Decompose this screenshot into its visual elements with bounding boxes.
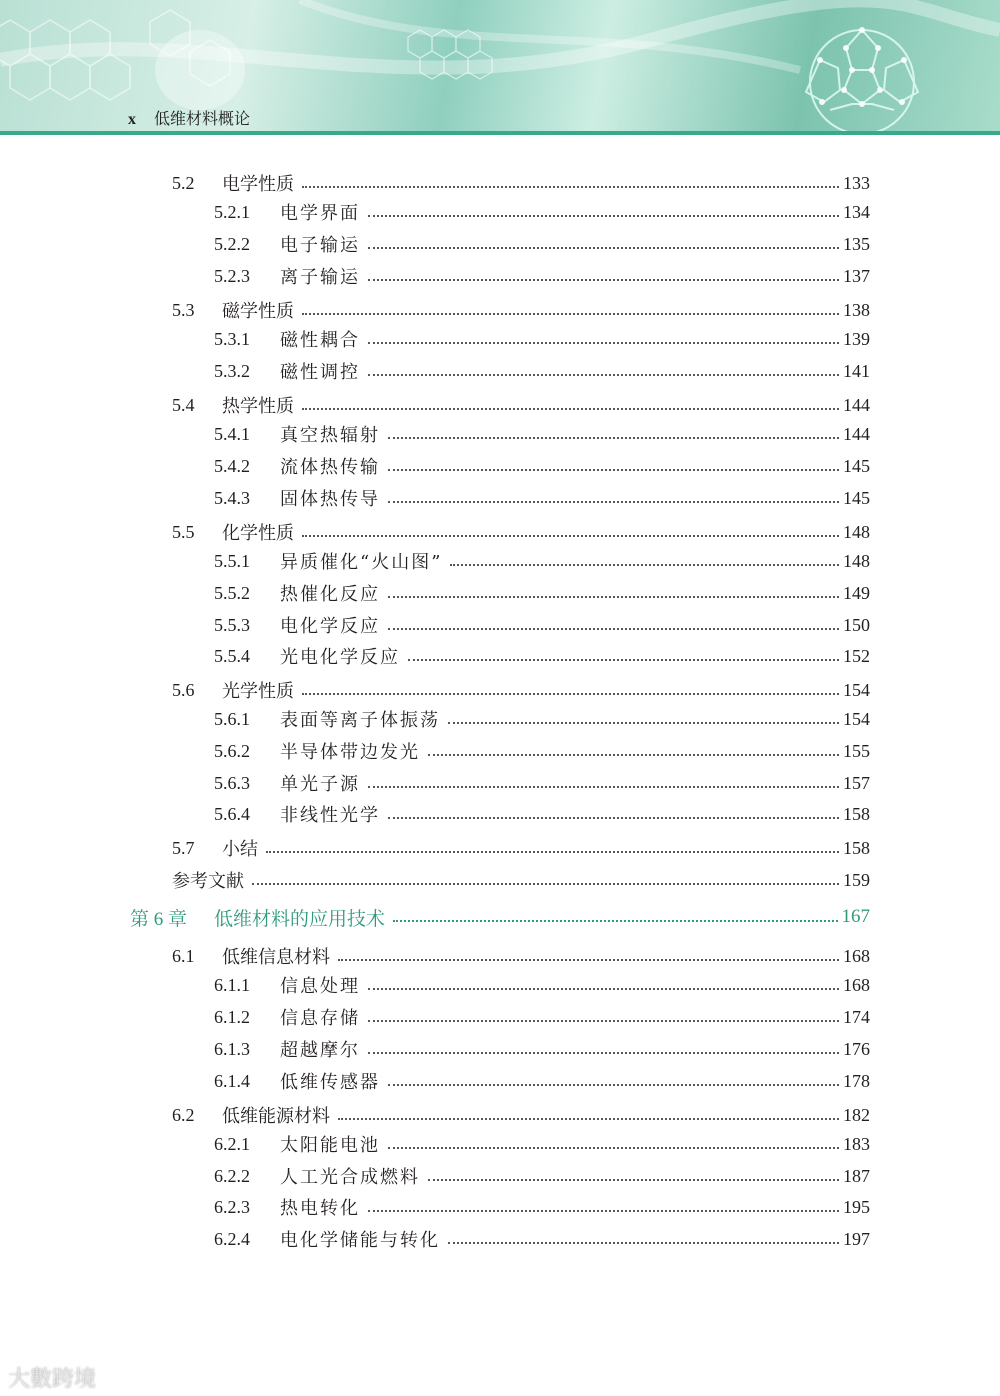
toc-page-number: 187 <box>843 1165 870 1186</box>
toc-page-number: 155 <box>843 740 870 761</box>
toc-section-row[interactable] <box>172 677 870 703</box>
toc-title: 化学性质 <box>222 523 294 544</box>
toc-page-number: 150 <box>843 614 870 635</box>
header-banner <box>0 0 1000 135</box>
toc-page-number: 137 <box>843 265 870 286</box>
toc-page-number: 138 <box>843 299 870 320</box>
toc-title: 电学界面 <box>280 203 360 224</box>
toc-subsection-row[interactable] <box>214 548 870 574</box>
toc-number: 5.6 <box>172 679 195 700</box>
toc-title: 磁学性质 <box>222 301 294 322</box>
toc-page-number: 144 <box>843 394 870 415</box>
toc-page-number: 139 <box>843 328 870 349</box>
dot-leader <box>408 659 839 661</box>
toc-page-number: 133 <box>843 172 870 193</box>
dot-leader <box>368 374 839 376</box>
toc-number: 5.2 <box>172 172 195 193</box>
dot-leader <box>428 754 839 756</box>
toc-title: 电学性质 <box>222 174 294 195</box>
toc-page-number: 167 <box>841 906 870 927</box>
toc-subsection-row[interactable] <box>214 1131 870 1157</box>
toc-number: 5.4.2 <box>214 455 250 476</box>
toc-subsection-row[interactable] <box>214 1194 870 1220</box>
toc-subsection-row[interactable] <box>214 421 870 447</box>
toc-page-number: 197 <box>843 1228 870 1249</box>
toc-subsection-row[interactable] <box>214 453 870 479</box>
toc-page-number: 158 <box>843 803 870 824</box>
toc-section-row[interactable] <box>172 835 870 861</box>
dot-leader <box>388 437 839 439</box>
toc-page-number: 144 <box>843 423 870 444</box>
toc-title: 超越摩尔 <box>280 1040 360 1061</box>
toc-number: 5.5.2 <box>214 582 250 603</box>
toc-number: 5.5.3 <box>214 614 250 635</box>
dot-leader <box>368 1020 839 1022</box>
toc-section-row[interactable] <box>172 170 870 196</box>
toc-page-number: 145 <box>843 455 870 476</box>
toc-title: 非线性光学 <box>280 805 380 826</box>
toc-title: 流体热传输 <box>280 457 380 478</box>
toc-page-number: 145 <box>843 487 870 508</box>
toc-page-number: 148 <box>843 521 870 542</box>
toc-number: 5.4.1 <box>214 423 250 444</box>
toc-section-row[interactable] <box>172 943 870 969</box>
toc-title: 低维传感器 <box>280 1072 380 1093</box>
toc-subsection-row[interactable] <box>214 1004 870 1030</box>
toc-subsection-row[interactable] <box>214 580 870 606</box>
toc-subsection-row[interactable] <box>214 1068 870 1094</box>
toc-page-number: 149 <box>843 582 870 603</box>
page-numeral: x <box>128 111 136 128</box>
dot-leader <box>252 883 839 885</box>
toc-subsection-row[interactable] <box>214 801 870 827</box>
toc-number: 5.6.1 <box>214 708 250 729</box>
toc-title: 小结 <box>222 839 258 860</box>
toc-section-row[interactable] <box>172 392 870 418</box>
toc-page-number: 159 <box>843 869 870 890</box>
toc-subsection-row[interactable] <box>214 263 870 289</box>
toc-subsection-row[interactable] <box>214 1036 870 1062</box>
toc-number: 6.2 <box>172 1104 195 1125</box>
toc-title: 太阳能电池 <box>280 1135 380 1156</box>
running-header <box>128 106 250 129</box>
toc-number: 5.4 <box>172 394 195 415</box>
book-title: 低维材料概论 <box>154 109 251 128</box>
toc-number: 5.6.2 <box>214 740 250 761</box>
toc-title: 信息存储 <box>280 1008 360 1029</box>
toc-section-row[interactable] <box>172 519 870 545</box>
toc-number: 6.2.2 <box>214 1165 250 1186</box>
toc-title: 电化学储能与转化 <box>280 1230 440 1251</box>
toc-number: 6.1.1 <box>214 974 250 995</box>
toc-title: 热催化反应 <box>280 584 380 605</box>
dot-leader <box>393 920 837 922</box>
toc-number: 5.6.4 <box>214 803 250 824</box>
dot-leader <box>388 1084 839 1086</box>
dot-leader <box>388 469 839 471</box>
toc-title: 表面等离子体振荡 <box>280 710 440 731</box>
toc-subsection-row[interactable] <box>214 326 870 352</box>
toc-subsection-row[interactable] <box>214 612 870 638</box>
toc-page-number: 176 <box>843 1038 870 1059</box>
toc-title: 离子输运 <box>280 267 360 288</box>
dot-leader <box>368 342 839 344</box>
toc-title: 异质催化“火山图” <box>280 552 443 573</box>
toc-subsection-row[interactable] <box>214 231 870 257</box>
dot-leader <box>368 1052 839 1054</box>
toc-title: 热学性质 <box>222 396 294 417</box>
dot-leader <box>368 1210 839 1212</box>
dot-leader <box>368 988 839 990</box>
toc-number: 6.2.1 <box>214 1133 250 1154</box>
watermark: 大數跨境 <box>8 1367 97 1392</box>
toc-subsection-row[interactable] <box>214 358 870 384</box>
toc-subsection-row[interactable] <box>214 199 870 225</box>
toc-number: 6.1.3 <box>214 1038 250 1059</box>
banner-rule <box>0 131 1000 135</box>
toc-number: 5.3 <box>172 299 195 320</box>
toc-subsection-row[interactable] <box>214 738 870 764</box>
toc-title: 热电转化 <box>280 1198 360 1219</box>
dot-leader <box>338 1118 839 1120</box>
toc-title: 光学性质 <box>222 681 294 702</box>
toc-number: 5.2.2 <box>214 233 250 254</box>
toc-number: 5.3.1 <box>214 328 250 349</box>
toc-number: 6.1.4 <box>214 1070 250 1091</box>
dot-leader <box>302 186 839 188</box>
dot-leader <box>368 247 839 249</box>
toc-title: 光电化学反应 <box>280 647 400 668</box>
toc-page-number: 178 <box>843 1070 870 1091</box>
toc-title: 人工光合成燃料 <box>280 1167 420 1188</box>
toc-page-number: 152 <box>843 645 870 666</box>
dot-leader <box>388 1147 839 1149</box>
toc-title: 低维材料的应用技术 <box>214 907 386 930</box>
dot-leader <box>368 786 839 788</box>
toc-subsection-row[interactable] <box>214 706 870 732</box>
toc-page-number: 168 <box>843 974 870 995</box>
toc-number: 5.5.1 <box>214 550 250 571</box>
toc-page-number: 158 <box>843 837 870 858</box>
toc-chapter-row[interactable] <box>130 904 870 930</box>
toc-page-number: 182 <box>843 1104 870 1125</box>
dot-leader <box>428 1179 839 1181</box>
dot-leader <box>388 817 839 819</box>
toc-number: 6.2.4 <box>214 1228 250 1249</box>
toc-title: 低维能源材料 <box>222 1106 330 1127</box>
dot-leader <box>448 1242 839 1244</box>
dot-leader <box>388 596 839 598</box>
toc-number: 5.2.1 <box>214 201 250 222</box>
toc-title: 电子输运 <box>280 235 360 256</box>
dot-leader <box>448 722 839 724</box>
toc-page-number: 135 <box>843 233 870 254</box>
toc-subsection-row[interactable] <box>214 1163 870 1189</box>
toc-number: 5.5 <box>172 521 195 542</box>
toc-page-number: 168 <box>843 945 870 966</box>
toc-number: 5.4.3 <box>214 487 250 508</box>
toc-title: 磁性耦合 <box>280 330 360 351</box>
toc-subsection-row[interactable] <box>214 972 870 998</box>
toc-section-row[interactable] <box>172 1102 870 1128</box>
dot-leader <box>302 408 839 410</box>
toc-subsection-row[interactable] <box>214 770 870 796</box>
toc-number: 5.6.3 <box>214 772 250 793</box>
toc-title: 真空热辐射 <box>280 425 380 446</box>
toc-section-row[interactable] <box>172 297 870 323</box>
toc-title: 信息处理 <box>280 976 360 997</box>
toc-page-number: 148 <box>843 550 870 571</box>
dot-leader <box>338 959 839 961</box>
dot-leader <box>302 535 839 537</box>
dot-leader <box>368 279 839 281</box>
toc-page-number: 154 <box>843 679 870 700</box>
toc-number: 6.1 <box>172 945 195 966</box>
dot-leader <box>450 564 839 566</box>
toc-title: 参考文献 <box>172 871 244 892</box>
toc-references-row[interactable] <box>172 867 870 893</box>
toc-page-number: 134 <box>843 201 870 222</box>
toc-title: 单光子源 <box>280 774 360 795</box>
toc-title: 低维信息材料 <box>222 947 330 968</box>
toc-title: 电化学反应 <box>280 616 380 637</box>
dot-leader <box>388 628 839 630</box>
toc-number: 6.2.3 <box>214 1196 250 1217</box>
toc-page-number: 157 <box>843 772 870 793</box>
toc-title: 磁性调控 <box>280 362 360 383</box>
toc-subsection-row[interactable] <box>214 485 870 511</box>
toc-number: 5.5.4 <box>214 645 250 666</box>
toc-page-number: 174 <box>843 1006 870 1027</box>
toc-number: 6.1.2 <box>214 1006 250 1027</box>
toc-number: 5.3.2 <box>214 360 250 381</box>
toc-title: 固体热传导 <box>280 489 380 510</box>
toc-subsection-row[interactable] <box>214 1226 870 1252</box>
toc-title: 半导体带边发光 <box>280 742 420 763</box>
toc-number: 5.2.3 <box>214 265 250 286</box>
toc-page-number: 154 <box>843 708 870 729</box>
dot-leader <box>302 313 839 315</box>
dot-leader <box>388 501 839 503</box>
toc-page-number: 195 <box>843 1196 870 1217</box>
dot-leader <box>302 693 839 695</box>
dot-leader <box>266 851 839 853</box>
toc-page-number: 141 <box>843 360 870 381</box>
toc-number: 5.7 <box>172 837 195 858</box>
toc-page-number: 183 <box>843 1133 870 1154</box>
toc-number: 第 6 章 <box>130 908 188 930</box>
dot-leader <box>368 215 839 217</box>
toc-subsection-row[interactable] <box>214 643 870 669</box>
